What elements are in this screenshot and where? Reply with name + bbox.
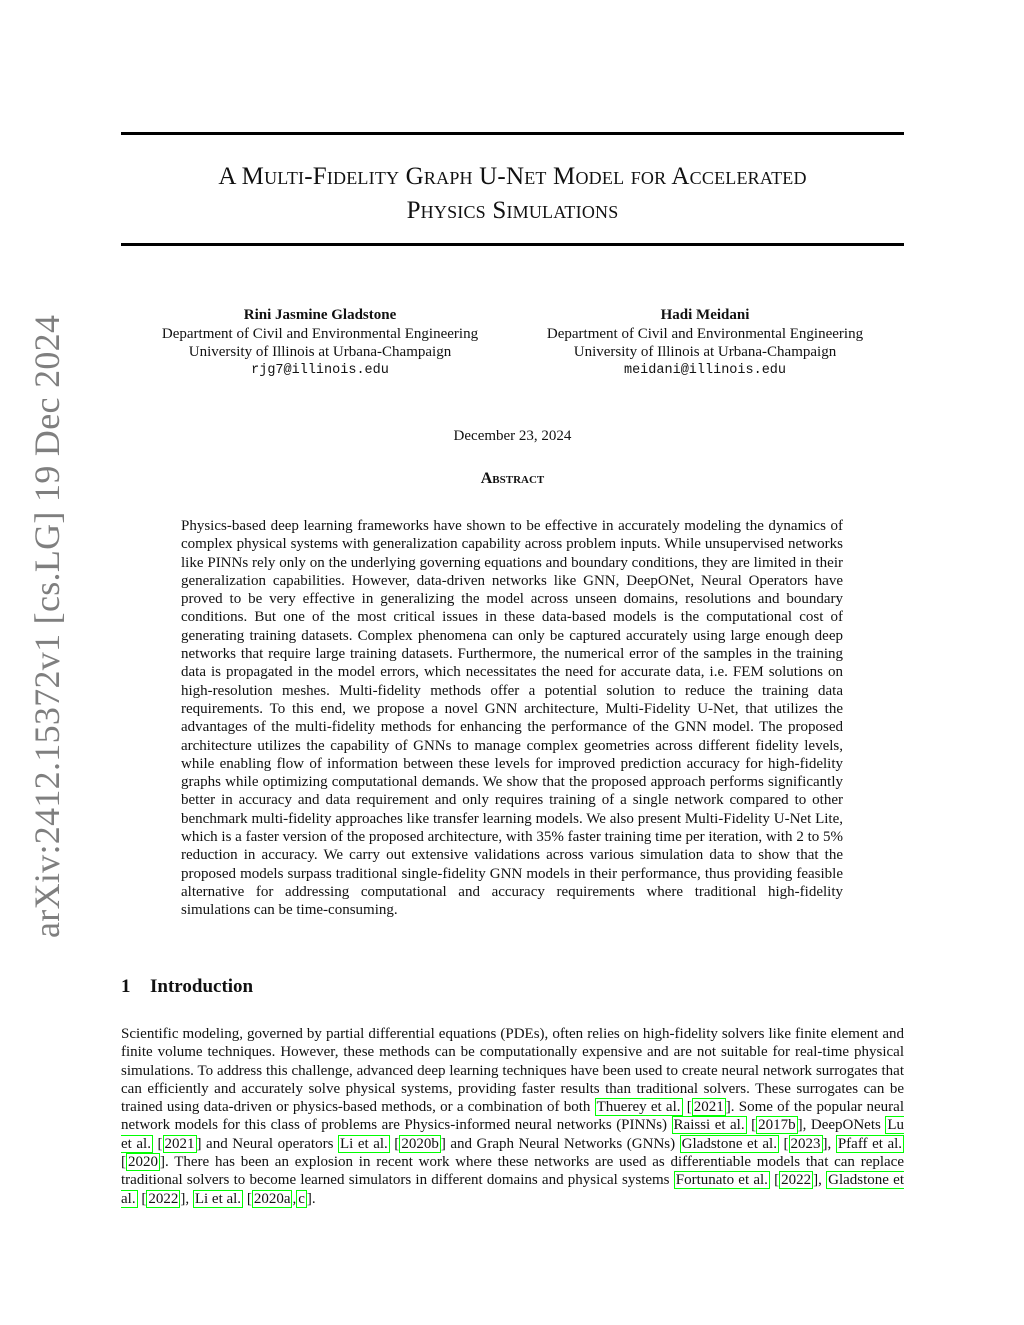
- author-email[interactable]: rjg7@illinois.edu: [251, 362, 389, 378]
- citation-link[interactable]: Li et al.: [194, 1190, 242, 1207]
- author-name: Hadi Meidani: [660, 307, 750, 323]
- intro-text: and Graph Neural Networks (GNNs): [445, 1135, 680, 1152]
- title-bottom-rule: [121, 243, 904, 246]
- title-line-2: Physics Simulations: [406, 197, 619, 224]
- citation-link[interactable]: 2021: [164, 1135, 195, 1152]
- citation-link[interactable]: Li et al.: [339, 1135, 388, 1152]
- author-department: Department of Civil and Environmental Engineering: [546, 325, 864, 342]
- intro-text: . Some of the popular neural network models for this class of problems are Physics-informed neural networks (PINNs): [121, 1099, 904, 1134]
- author-email[interactable]: meidani@illinois.edu: [623, 362, 787, 378]
- citation-link[interactable]: Thuerey et al.: [596, 1099, 681, 1116]
- citation-link[interactable]: 2020a: [253, 1190, 291, 1207]
- author-university: University of Illinois at Urbana-Champaign: [188, 344, 452, 360]
- citation-link[interactable]: 2017b: [758, 1117, 796, 1134]
- citation-link[interactable]: Gladstone et al.: [681, 1135, 777, 1152]
- title-top-rule: [121, 132, 904, 135]
- intro-text: .: [311, 1190, 316, 1207]
- abstract-heading: Abstract: [480, 470, 545, 487]
- title-line-1: A Multi-Fidelity Graph U-Net Model for Accelerated: [218, 163, 807, 190]
- author-department: Department of Civil and Environmental Engineering: [161, 325, 479, 342]
- author-block-2: [525, 306, 885, 380]
- citation-link[interactable]: 2020: [128, 1154, 158, 1171]
- paper-title: [121, 160, 904, 228]
- citation-link[interactable]: Pfaff et al.: [837, 1135, 903, 1152]
- citation-link[interactable]: 2023: [790, 1135, 821, 1152]
- section-number: 1: [121, 976, 131, 997]
- abstract-body: Physics-based deep learning frameworks have shown to be effective in accurately modeling the dynamics of complex physical systems with generalization capability across problem inputs. While unsupervised networks like PINNs rely only on the underlying governing equations and boundary conditions, they are limited in their generalization capabilities. However, data-driven networks like GNN, DeepONet, Neural Operators have proved to be very effective in generalizing the model across unseen domains, resolutions and boundary conditions. But one of the most critical issues in these data-based models is the computational cost of generating training datasets. Complex phenomena can only be captured accurately using large enough deep networks that require large training datasets. Furthermore, the numerical error of the samples in the training data is propagated in the model errors, which necessitates the need for accurate data, i.e. FEM solutions on high-resolution meshes. Multi-fidelity methods offer a potential solution to reduce the training data requirements. To this end, we propose a novel GNN architecture, Multi-Fidelity U-Net, that utilizes the advantages of the multi-fidelity methods for enhancing the performance of the GNN model. The proposed architecture utilizes the capability of GNNs to manage complex geometries across different fidelity levels, while enabling flow of information between these levels for improved prediction accuracy for high-fidelity graphs while optimizing computational demands. We show that the proposed approach performs significantly better in accuracy and data requirement and only requires training of a single network compared to other benchmark multi-fidelity approaches like transfer learning models. We also present Multi-Fidelity U-Net Lite, which is a faster version of the proposed architecture, with 35% faster training time per iteration, with 2 to 5% reduction in accuracy. We carry out extensive validations across various simulation data to show that the proposed models surpass traditional single-fidelity GNN models in their performance, thus providing feasible alternative for addressing computational and accuracy requirements where traditional high-fidelity simulations can be time-consuming.: [181, 518, 843, 919]
- intro-text: Scientific modeling, governed by partial differential equations (PDEs), often relies on high-fidelity solvers like finite element and finite volume techniques. However, these methods can be computationally expensive and are not suitable for real-time physical simulations. To address this challenge, advanced deep learning techniques have been used to create neural network surrogates that can efficiently and accurately solve physical systems, providing faster results than traditional solvers. These surrogates can be trained using data-driven or physics-based methods, or a combination of both: [121, 1026, 904, 1116]
- citation-link[interactable]: c: [298, 1190, 305, 1207]
- intro-text: ,: [185, 1190, 193, 1207]
- introduction-paragraph: Scientific modeling, governed by partial differential equations (PDEs), often relies on high-fidelity solvers like finite element and finite volume techniques. However, these methods can be computationally expensive and are not suitable for real-time physical simulations. To address this challenge, advanced deep learning techniques have been used to create neural network surrogates that can efficiently and accurately solve physical systems, providing faster results than traditional solvers. These surrogates can be trained using data-driven or physics-based methods, or a combination of both Thuerey et al. [ 2021 ]. Some of the popular neural network models for this class of problems are Physics-informed neural networks (PINNs) Raissi et al. [ 2017b ], DeepONets Lu et al. [ 2021 ] and Neural operators Li et al. [ 2020b ] and Graph Neural Networks (GNNs) Gladstone et al. [ 2023 ], Pfaff et al. [ 2020 ]. There has been an explosion in recent work where these networks are used as differentiable models that can replace traditional solvers to become learned simulators in different domains and physical systems Fortunato et al. [ 2022 ], Gladstone et al. [ 2022 ], Li et al. [ 2020a , c ].: [121, 1026, 905, 1207]
- publication-date: December 23, 2024: [453, 428, 572, 444]
- author-block-1: [140, 306, 500, 380]
- citation-link[interactable]: 2020b: [401, 1135, 439, 1152]
- citation-link[interactable]: 2022: [781, 1172, 812, 1189]
- citation-link[interactable]: Gladstone et al.: [121, 1172, 904, 1207]
- citation-link[interactable]: Fortunato et al.: [675, 1172, 768, 1189]
- citation-link[interactable]: Lu et al.: [121, 1117, 905, 1152]
- intro-text: . There has been an explosion in recent work where these networks are used as differentiable models that can replace traditional solvers to become learned simulators in different domains and physical systems: [121, 1154, 904, 1189]
- citation-link[interactable]: Raissi et al.: [673, 1117, 745, 1134]
- author-university: University of Illinois at Urbana-Champaign: [573, 344, 837, 360]
- author-name: Rini Jasmine Gladstone: [243, 307, 397, 323]
- section-heading: [121, 976, 253, 998]
- intro-text: and Neural operators: [201, 1135, 338, 1152]
- intro-text: ,: [827, 1135, 836, 1152]
- citation-link[interactable]: 2022: [148, 1190, 179, 1207]
- intro-text: , DeepONets: [802, 1117, 886, 1134]
- arxiv-identifier-stamp[interactable]: arXiv:2412.15372v1 [cs.LG] 19 Dec 2024: [27, 314, 67, 938]
- citation-link[interactable]: 2021: [693, 1099, 724, 1116]
- section-title: Introduction: [150, 976, 254, 997]
- intro-text: ,: [818, 1172, 827, 1189]
